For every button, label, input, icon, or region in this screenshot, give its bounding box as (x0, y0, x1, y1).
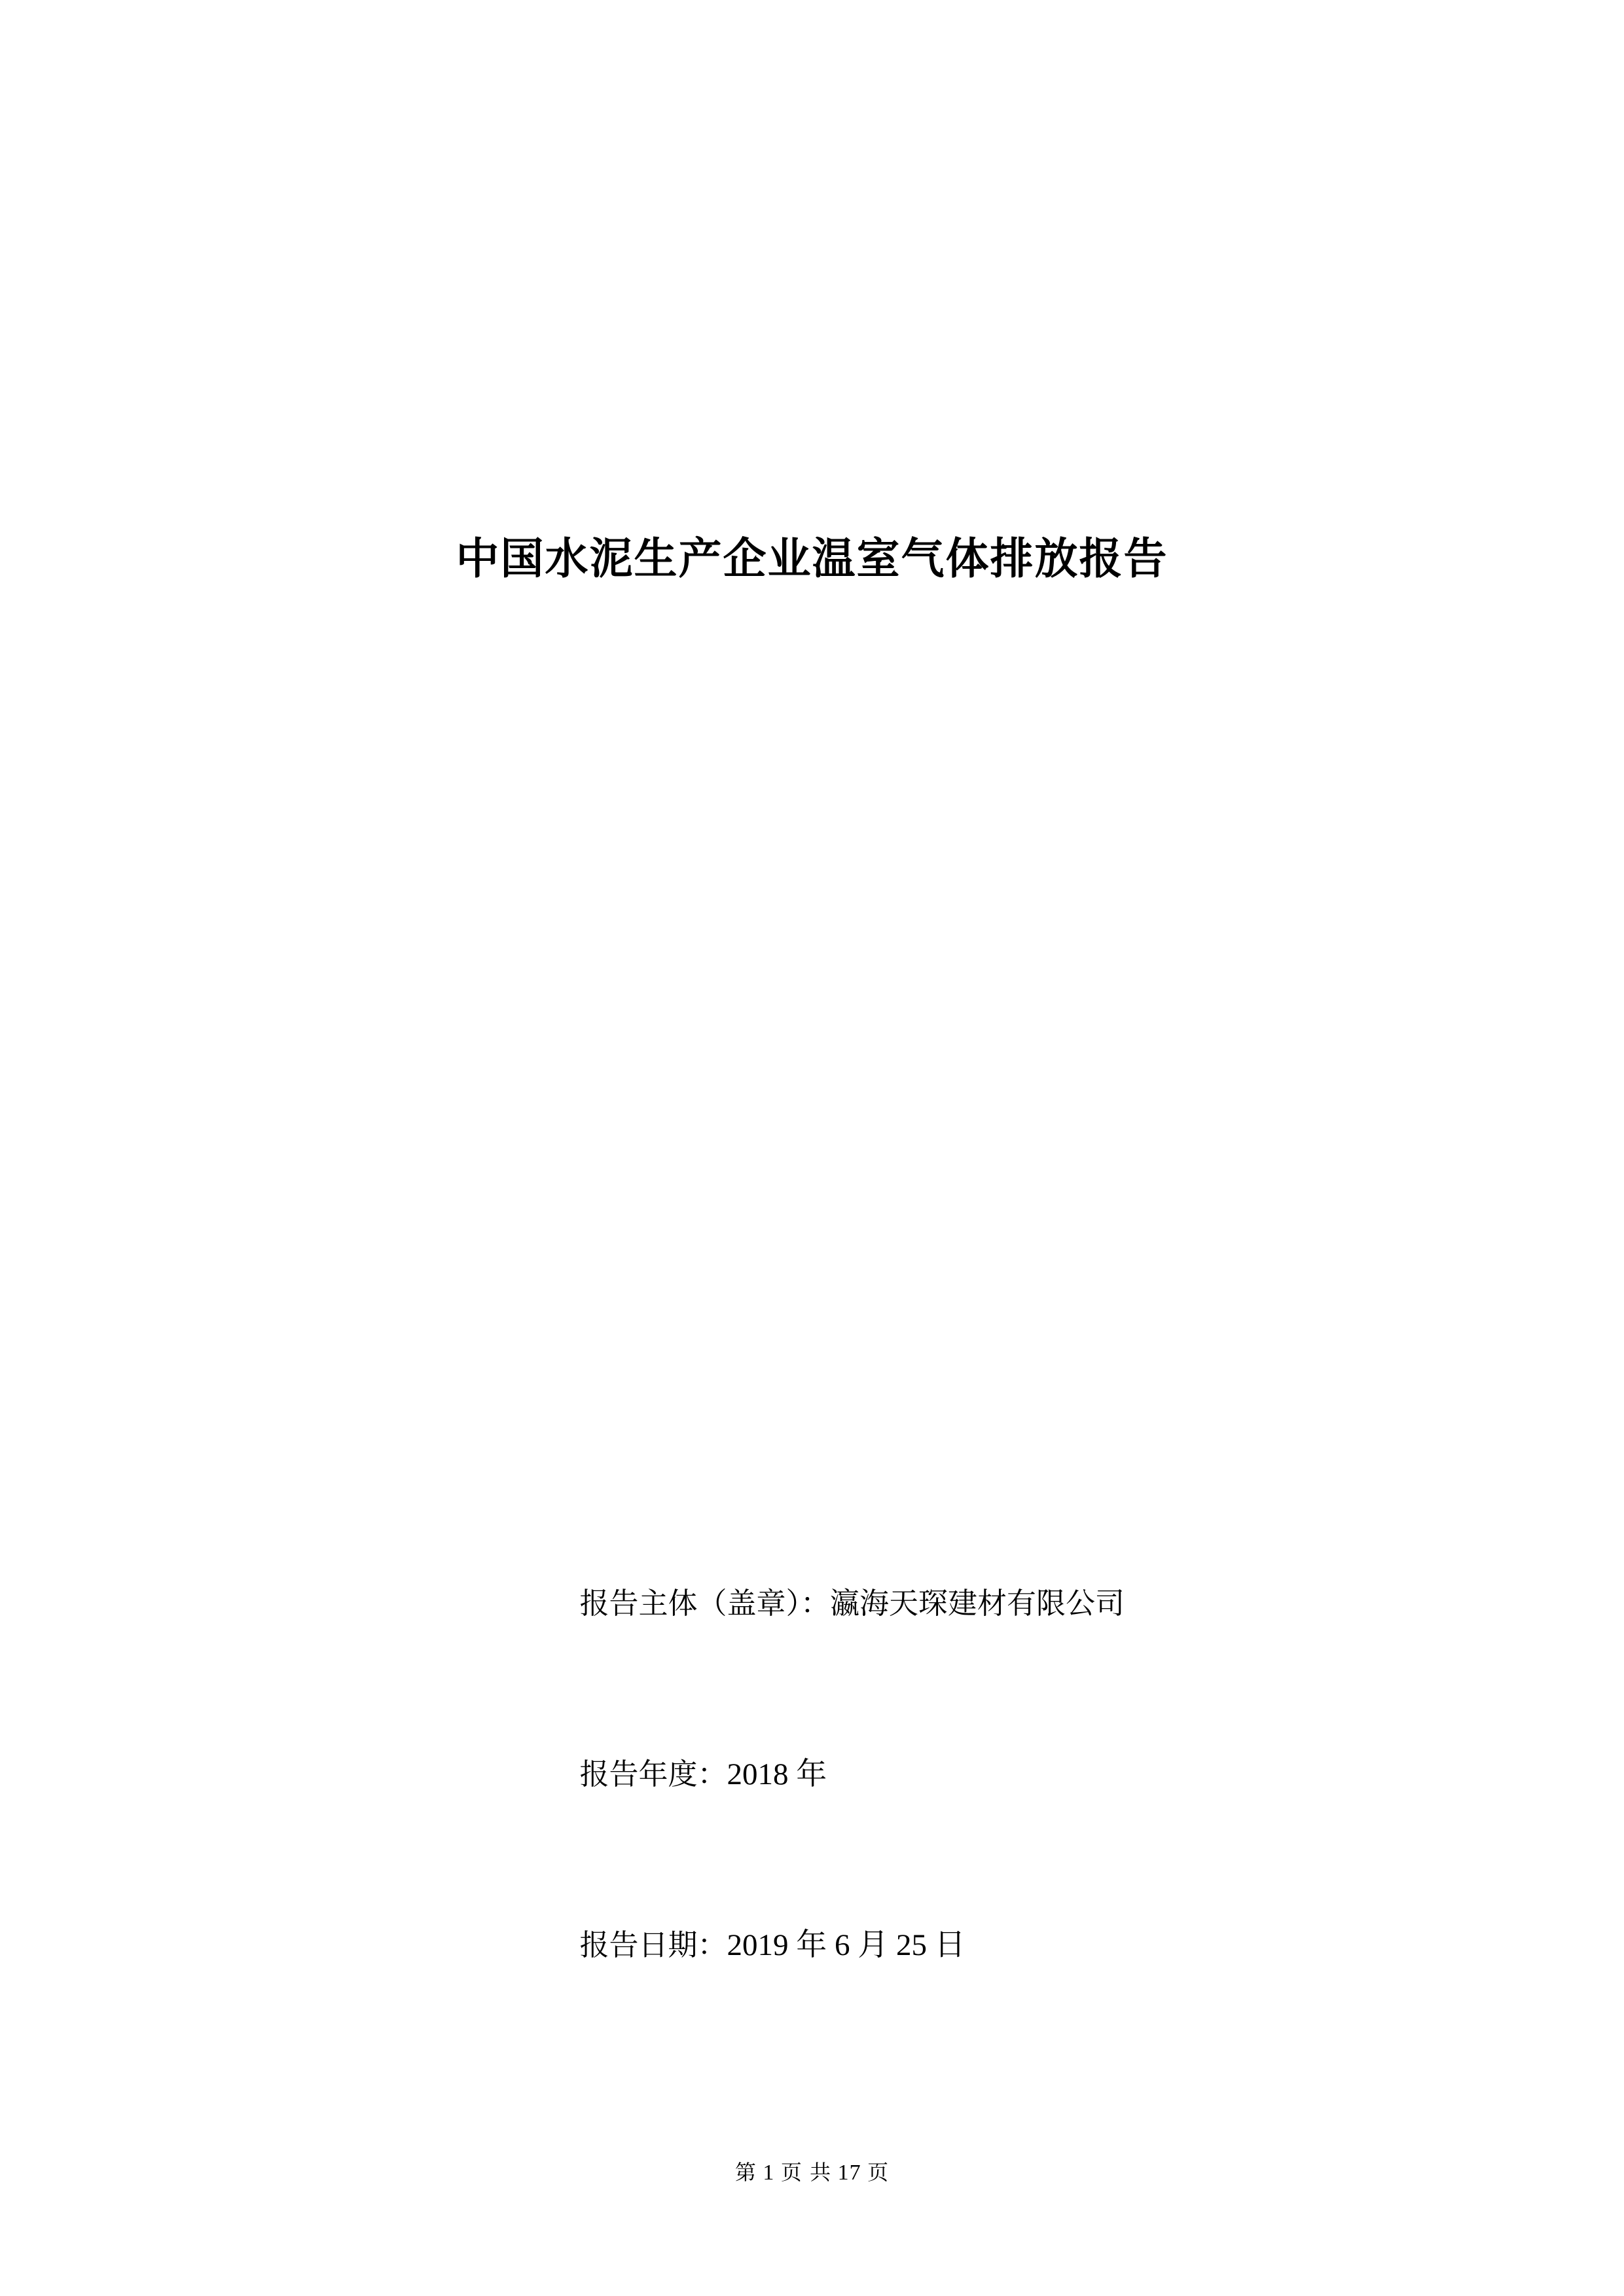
report-meta-block (533, 1518, 1384, 2030)
page-footer (0, 2156, 1624, 2186)
report-date-value: 2019 年 6 月 25 日 (727, 1928, 965, 1962)
page-title: 中国水泥生产企业温室气体排放报告 (456, 533, 1168, 584)
footer-prefix: 第 (734, 2160, 757, 2185)
report-subject-line (533, 1518, 1384, 1689)
report-year-line (533, 1689, 1384, 1860)
report-subject-label: 报告主体（盖章）： (579, 1585, 831, 1621)
footer-total-pages: 17 (837, 2161, 861, 2185)
report-date-label: 报告日期： (579, 1927, 727, 1962)
report-year-label: 报告年度： (579, 1756, 727, 1791)
report-year-value: 2018 年 (727, 1757, 827, 1791)
report-subject-value: 瀛海天琛建材有限公司 (830, 1585, 1125, 1621)
footer-suffix: 页 (867, 2160, 890, 2185)
report-date-line (533, 1860, 1384, 2031)
footer-middle: 页 共 (780, 2160, 832, 2185)
footer-current-page: 1 (763, 2161, 775, 2185)
